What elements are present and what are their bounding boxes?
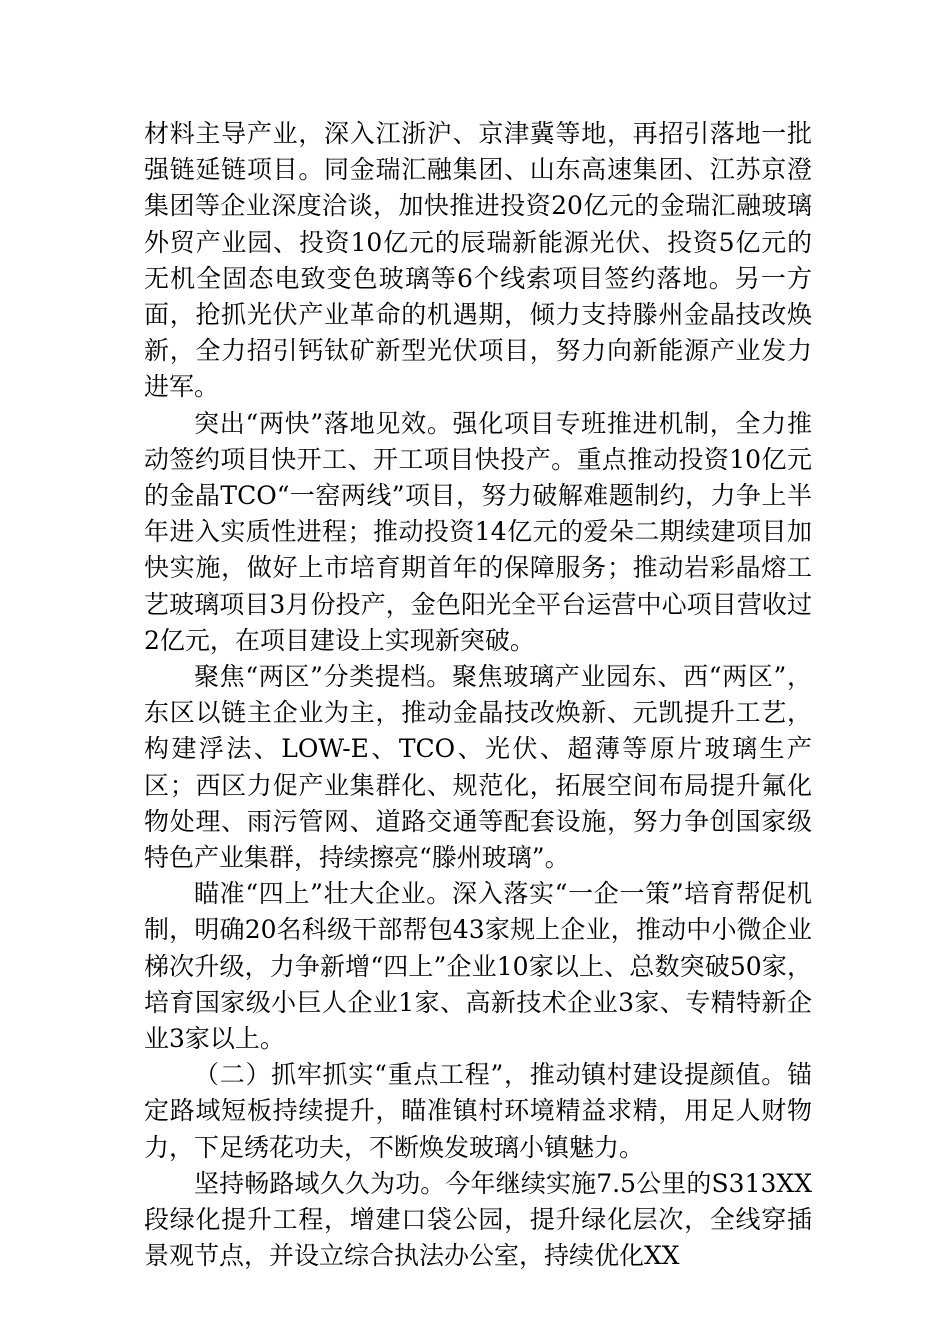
paragraph-two-fast: 突出“两快”落地见效。强化项目专班推进机制，全力推动签约项目快开工、开工项目快投产。重点推动投资10亿元的金晶TCO“一窑两线”项目，努力破解难题制约，力争上半年进入实质性进程；推动投资14亿元的爱朵二期续建项目加快实施，做好上市培育期首年的保障服务；推动岩彩晶熔工艺玻璃项目3月份投产，金色阳光全平台运营中心项目营收过2亿元，在项目建设上实现新突破。 — [144, 408, 812, 655]
document-body — [144, 116, 812, 1275]
paragraph-road-domain: 坚持畅路域久久为功。今年继续实施7.5公里的S313XX段绿化提升工程，增建口袋公园，提升绿化层次，全线穿插景观节点，并设立综合执法办公室，持续优化XX — [144, 1168, 812, 1271]
paragraph-two-zones: 聚焦“两区”分类提档。聚焦玻璃产业园东、西“两区”，东区以链主企业为主，推动金晶技改焕新、元凯提升工艺，构建浮法、LOW-E、TCO、光伏、超薄等原片玻璃生产区；西区力促产业集群化、规范化，拓展空间布局提升氟化物处理、雨污管网、道路交通等配套设施，努力争创国家级特色产业集群，持续擦亮“滕州玻璃”。 — [144, 662, 813, 873]
section-heading-key-projects: （二）抓牢抓实“重点工程”，推动镇村建设提颜值。锚定路域短板持续提升，瞄准镇村环境精益求精，用足人财物力，下足绣花功夫，不断焕发玻璃小镇魅力。 — [144, 1060, 812, 1162]
paragraph-continuation: 材料主导产业，深入江浙沪、京津冀等地，再招引落地一批强链延链项目。同金瑞汇融集团、山东高速集团、江苏京澄集团等企业深度洽谈，加快推进投资20亿元的金瑞汇融玻璃外贸产业园、投资10亿元的辰瑞新能源光伏、投资5亿元的无机全固态电致变色玻璃等6个线索项目签约落地。另一方面，抢抓光伏产业革命的机遇期，倾力支持滕州金晶技改焕新，全力招引钙钛矿新型光伏项目，努力向新能源产业发力进军。 — [144, 119, 812, 402]
paragraph-four-above: 瞄准“四上”壮大企业。深入落实“一企一策”培育帮促机制，明确20名科级干部帮包43家规上企业，推动中小微企业梯次升级，力争新增“四上”企业10家以上、总数突破50家，培育国家级小巨人企业1家、高新技术企业3家、专精特新企业3家以上。 — [144, 879, 812, 1054]
